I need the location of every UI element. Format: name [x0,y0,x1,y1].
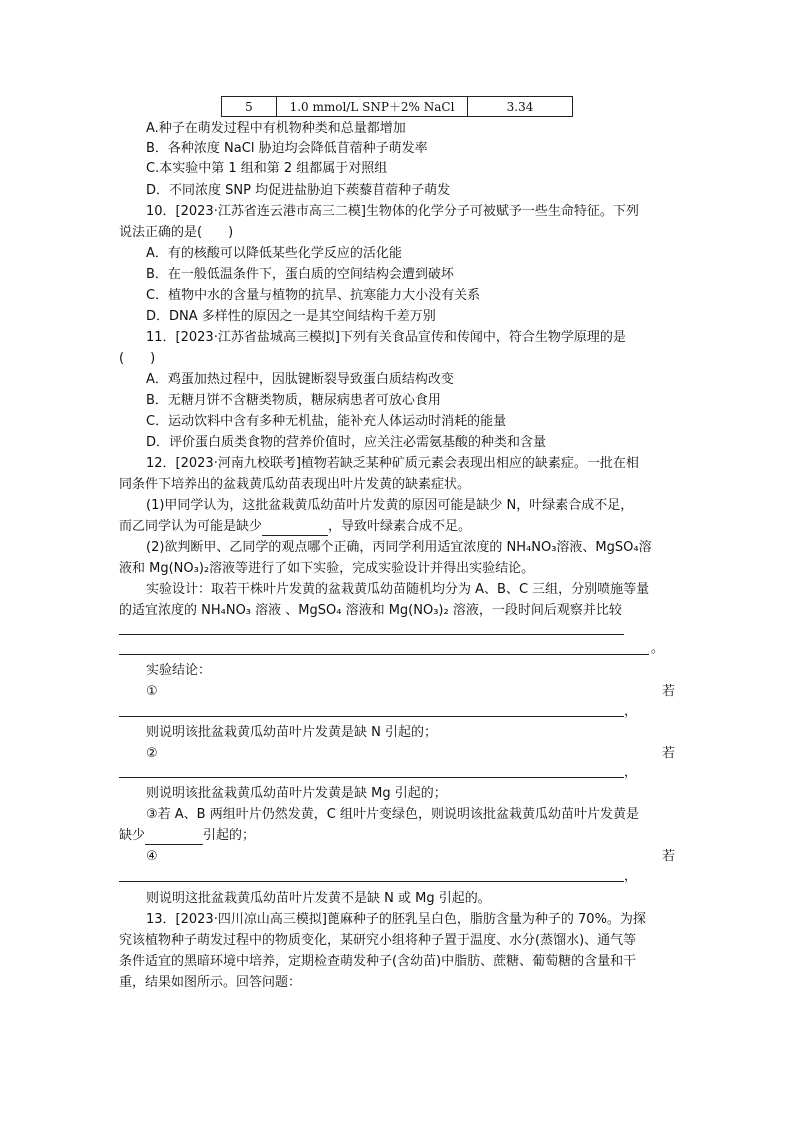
q11-option-c: C．运动饮料中含有多种无机盐，能补充人体运动时消耗的能量 [146,414,507,429]
q12-part1-text-b: ，导致叶绿素合成不足。 [328,519,472,534]
q13-stem: 13．[2023·四川凉山高三模拟]蓖麻种子的胚乳呈白色，脂肪含量为种子的 70%。为探 [146,912,646,927]
q9-option-a: A.种子在萌发过程中有机物种类和总量都增加 [146,121,406,136]
q13-stem-cont-3: 重，结果如图所示。回答问题： [119,975,302,990]
q12-part1-cont [119,518,471,536]
data-table [221,96,573,117]
q11-option-a: A．鸡蛋加热过程中，因肽键断裂导致蛋白质结构改变 [146,372,454,387]
q10-option-b: B．在一般低温条件下，蛋白质的空间结构会遭到破坏 [146,267,454,282]
conclusion-2-if: 若 [662,746,676,761]
q12-stem: 12．[2023·河南九校联考]植物若缺乏某种矿质元素会表现出相应的缺素症。一批在相 [146,456,639,471]
q12-design-cont: 的适宜浓度的 NH₄NO₃ 溶液 、MgSO₄ 溶液和 Mg(NO₃)₂ 溶液，一段时间后观察并比较 [119,603,622,618]
conclusion-1-if: 若 [662,684,676,699]
table-cell-treatment: 1.0 mmol/L SNP＋2% NaCl [277,97,468,117]
answer-line-conclusion-1[interactable] [119,716,624,717]
q10-stem: 10．[2023·江苏省连云港市高三二模]生物体的化学分子可被赋予一些生命特征。下列 [146,204,639,219]
q10-option-d: D．DNA 多样性的原因之一是其空间结构千差万别 [146,309,436,324]
q12-part1-text-a: 而乙同学认为可能是缺少 [119,519,263,534]
q12-part1: (1)甲同学认为，这批盆栽黄瓜幼苗叶片发黄的原因可能是缺少 N，叶绿素合成不足， [146,498,634,513]
answer-blank-2[interactable] [145,844,203,845]
q12-part2: (2)欲判断甲、乙同学的观点哪个正确，丙同学利用适宜浓度的 NH₄NO₃溶液、MgSO₄溶 [146,540,652,555]
answer-line-conclusion-4[interactable] [119,881,624,882]
table-cell-group: 5 [222,97,277,117]
answer-line-conclusion-2[interactable] [119,777,624,778]
conclusion-3-text-b: 引起的； [203,828,256,843]
comma-mark: ， [624,765,638,780]
conclusion-1-marker: ① [146,684,158,699]
comma-mark: ， [624,704,638,719]
q11-option-d: D．评价蛋白质类食物的营养价值时，应关注必需氨基酸的种类和含量 [146,435,547,450]
conclusion-2-result: 则说明该批盆栽黄瓜幼苗叶片发黄是缺 Mg 引起的； [146,786,447,801]
q11-option-b: B．无糖月饼不含糖类物质，糖尿病患者可放心食用 [146,393,441,408]
table-row [222,97,573,117]
q9-option-d: D．不同浓度 SNP 均促进盐胁迫下蒺藜苜蓿种子萌发 [146,183,451,198]
period-mark: 。 [651,641,665,656]
answer-blank-1[interactable] [262,535,328,536]
conclusion-4-if: 若 [662,849,676,864]
q12-design: 实验设计：取若干株叶片发黄的盆栽黄瓜幼苗随机均分为 A、B、C 三组，分别喷施等量 [146,582,650,597]
conclusion-3: ③若 A、B 两组叶片仍然发黄，C 组叶片变绿色，则说明该批盆栽黄瓜幼苗叶片发黄是 [146,807,639,822]
table-cell-value: 3.34 [468,97,573,117]
conclusion-1-result: 则说明该批盆栽黄瓜幼苗叶片发黄是缺 N 引起的； [146,725,437,740]
q10-stem-cont: 说法正确的是( ) [119,225,234,240]
q12-stem-cont: 同条件下培养出的盆栽黄瓜幼苗表现出叶片发黄的缺素症状。 [119,477,471,492]
conclusion-2-marker: ② [146,746,158,761]
q9-option-b: B．各种浓度 NaCl 胁迫均会降低苜蓿种子萌发率 [146,141,428,156]
answer-line-design-1[interactable] [119,634,624,635]
q11-stem-cont: ( ) [119,351,156,366]
q10-option-a: A．有的核酸可以降低某些化学反应的活化能 [146,246,402,261]
answer-line-design-2[interactable] [119,654,649,655]
comma-mark: ， [624,869,638,884]
conclusion-heading: 实验结论： [146,663,212,678]
q9-option-c: C.本实验中第 1 组和第 2 组都属于对照组 [146,161,388,176]
conclusion-4-marker: ④ [146,849,158,864]
q11-stem: 11．[2023·江苏省盐城高三模拟]下列有关食品宣传和传闻中，符合生物学原理的是 [146,330,626,345]
q13-stem-cont-1: 究该植物种子萌发过程中的物质变化，某研究小组将种子置于温度、水分(蒸馏水)、通气等 [119,933,637,948]
q10-option-c: C．植物中水的含量与植物的抗旱、抗寒能力大小没有关系 [146,288,481,303]
q13-stem-cont-2: 条件适宜的黑暗环境中培养，定期检查萌发种子(含幼苗)中脂肪、蔗糖、葡萄糖的含量和干 [119,954,637,969]
conclusion-3-cont [119,827,255,845]
q12-part2-cont: 液和 Mg(NO₃)₂溶液等进行了如下实验，完成实验设计并得出实验结论。 [119,561,535,576]
conclusion-3-text-a: 缺少 [119,828,146,843]
conclusion-4-result: 则说明这批盆栽黄瓜幼苗叶片发黄不是缺 N 或 Mg 引起的。 [146,891,491,906]
